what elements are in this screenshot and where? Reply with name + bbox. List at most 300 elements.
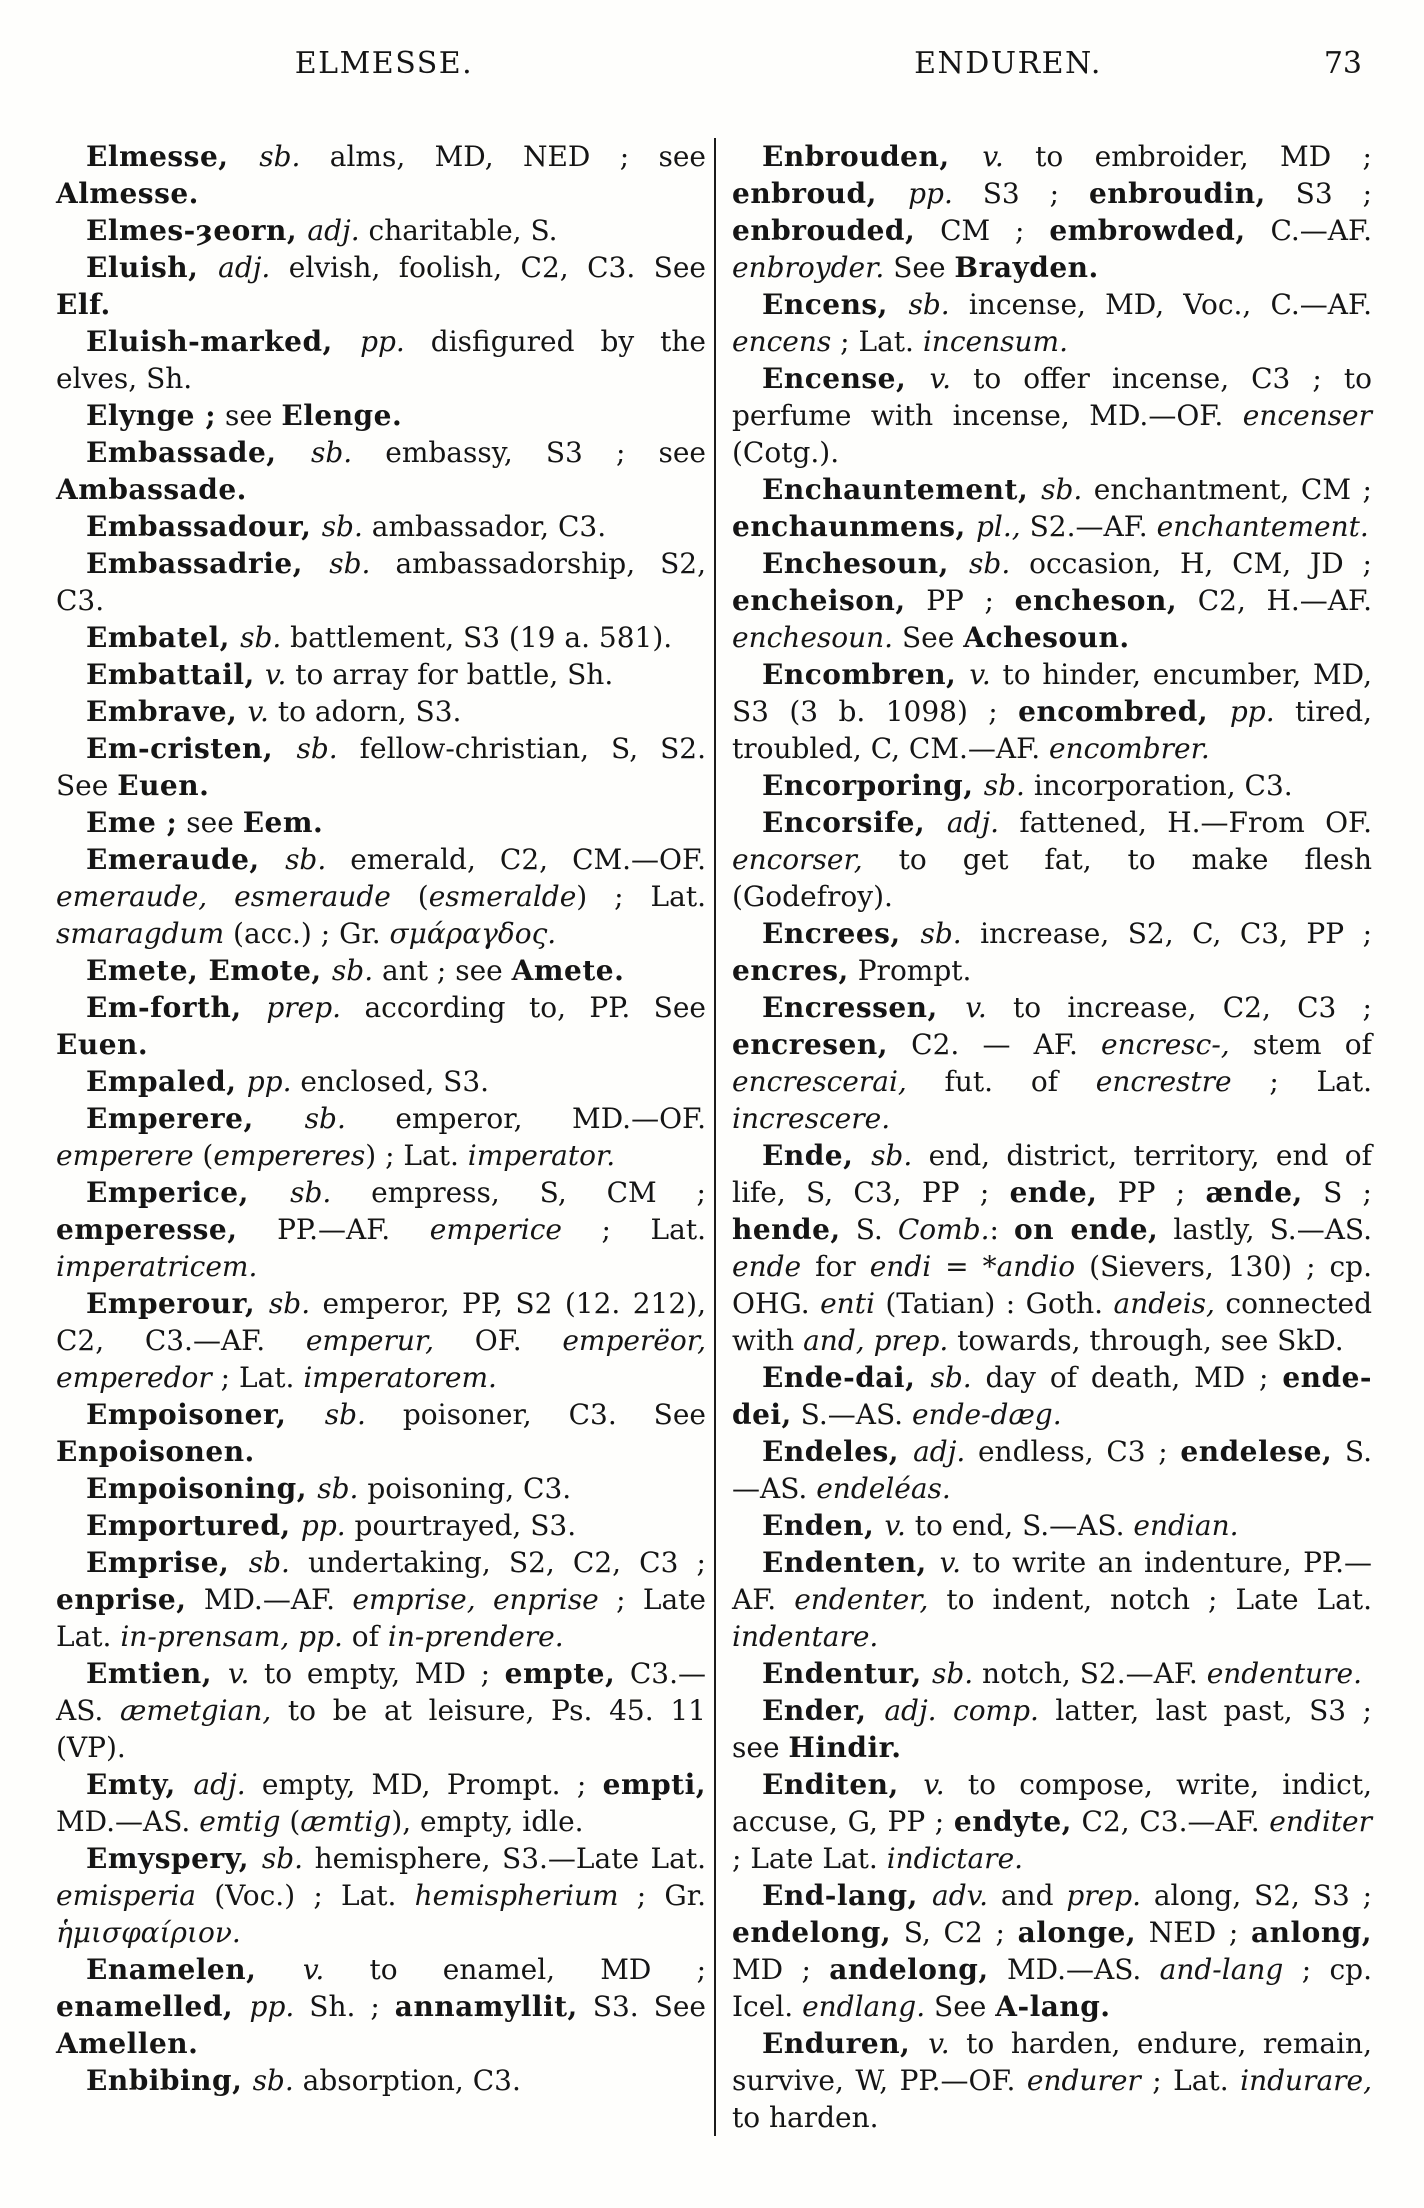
- grammar-label: sb.: [969, 547, 1011, 580]
- headword-text: Enchauntement,: [762, 473, 1042, 506]
- definition-text: ; Lat.: [211, 1361, 304, 1394]
- running-head-row: [56, 46, 1368, 88]
- grammar-label: pp.: [1229, 695, 1275, 728]
- headword-text: empte,: [504, 1657, 616, 1690]
- headword-text: enprise,: [56, 1583, 187, 1616]
- dictionary-entry: [732, 1766, 1372, 1877]
- definition-text: OF.: [434, 1324, 563, 1357]
- grammar-label: and,: [803, 1324, 865, 1357]
- definition-text: NED ;: [1136, 1916, 1251, 1949]
- definition-text: Prompt.: [848, 954, 972, 987]
- definition-text: ; Late Lat.: [56, 1583, 707, 1653]
- definition-text: and: [988, 1879, 1067, 1912]
- definition-text: to offer incense, C3 ; to perfume with incense, MD.—OF.: [732, 362, 1372, 432]
- definition-text: C2, C3.—AF.: [1071, 1805, 1270, 1838]
- grammar-label: enditer: [1269, 1805, 1372, 1838]
- definition-text: ), empty, idle.: [391, 1805, 584, 1838]
- grammar-label: v.: [923, 1768, 945, 1801]
- grammar-label: encresc-,: [1101, 1028, 1230, 1061]
- definition-text: ; Gr.: [618, 1879, 707, 1912]
- headword-text: Emportured,: [86, 1509, 301, 1542]
- grammar-label: andeis,: [1113, 1287, 1215, 1320]
- grammar-label: sb.: [930, 1361, 972, 1394]
- definition-text: alms, MD, NED ; see: [300, 140, 706, 173]
- dictionary-entry: [56, 1174, 706, 1285]
- right-column: [716, 138, 1372, 2136]
- grammar-label: encrestre: [1095, 1065, 1232, 1098]
- dictionary-entry: [56, 1100, 706, 1174]
- grammar-label: emperice: [429, 1213, 562, 1246]
- definition-text: to write an indenture, PP.—AF.: [732, 1546, 1372, 1616]
- dictionary-entry: [56, 1766, 706, 1840]
- headword-text: Ende-dai,: [762, 1361, 931, 1394]
- definition-text: empress, S, CM ;: [331, 1176, 706, 1209]
- headword-text: alonge,: [1017, 1916, 1137, 1949]
- grammar-label: endenter,: [794, 1583, 929, 1616]
- definition-text: emperor, PP, S2 (12. 212), C2, C3.—AF.: [56, 1287, 706, 1357]
- grammar-label: endenture.: [1206, 1657, 1362, 1690]
- definition-text: disfigured by the elves, Sh.: [56, 325, 707, 395]
- grammar-label: indurare,: [1240, 2064, 1372, 2097]
- headword-text: Elynge ;: [86, 399, 217, 432]
- dictionary-entry: [56, 249, 706, 323]
- grammar-label: indictare.: [886, 1842, 1024, 1875]
- definition-text: lastly, S.—AS.: [1158, 1213, 1373, 1246]
- headword-text: Ambassade.: [56, 473, 247, 506]
- definition-text: [289, 1620, 298, 1653]
- definition-text: (acc.) ; Gr.: [224, 917, 390, 950]
- definition-text: PP ;: [1097, 1176, 1206, 1209]
- definition-text: to harden.: [732, 2101, 879, 2134]
- definition-text: (: [390, 880, 429, 913]
- definition-text: increase, S2, C, C3, PP ;: [961, 917, 1372, 950]
- grammar-label: sb.: [285, 843, 327, 876]
- page-content: [56, 138, 1372, 2136]
- grammar-label: ende-dæg.: [911, 1398, 1062, 1431]
- definition-text: S3 ;: [1265, 177, 1372, 210]
- headword-text: Emperice,: [86, 1176, 291, 1209]
- definition-text: incense, MD, Voc., C.—AF.: [949, 288, 1372, 321]
- grammar-label: emperur,: [305, 1324, 435, 1357]
- headword-text: embrowded,: [1049, 214, 1246, 247]
- grammar-label: enti: [820, 1287, 875, 1320]
- definition-text: C2, H.—AF.: [1177, 584, 1372, 617]
- headword-text: Emprise,: [86, 1546, 249, 1579]
- definition-text: S3. See: [577, 1990, 706, 2023]
- dictionary-entry: [56, 804, 706, 841]
- headword-text: Eluish,: [86, 251, 219, 284]
- grammar-label: v.: [884, 1509, 906, 1542]
- headword-text: encombred,: [1018, 695, 1230, 728]
- grammar-label: sb.: [259, 140, 301, 173]
- grammar-label: in-prensam,: [120, 1620, 290, 1653]
- dictionary-entry: [732, 915, 1372, 989]
- grammar-label: sb.: [931, 1657, 974, 1690]
- definition-text: day of death, MD ;: [971, 1361, 1283, 1394]
- definition-text: absorption, C3.: [293, 2064, 521, 2097]
- definition-text: ) ; Lat.: [576, 880, 706, 913]
- definition-text: hemisphere, S3.—Late Lat.: [303, 1842, 706, 1875]
- grammar-label: encens: [732, 325, 832, 358]
- dictionary-entry: [56, 1507, 706, 1544]
- headword-text: Ende,: [762, 1139, 872, 1172]
- headword-text: Eme ;: [86, 806, 178, 839]
- headword-text: Em-forth,: [86, 991, 267, 1024]
- dictionary-entry: [56, 434, 706, 508]
- dictionary-entry: [732, 2025, 1372, 2136]
- headword-text: enbroud,: [732, 177, 909, 210]
- definition-text: to embroider, MD ;: [1003, 140, 1372, 173]
- grammar-label: adj.: [307, 214, 360, 247]
- definition-text: C3.—AS.: [56, 1657, 706, 1727]
- grammar-label: sb.: [321, 510, 363, 543]
- grammar-label: encenser: [1242, 399, 1372, 432]
- grammar-label: adj.: [913, 1435, 966, 1468]
- headword-text: anlong,: [1251, 1916, 1372, 1949]
- definition-text: S3 ;: [952, 177, 1089, 210]
- definition-text: to enamel, MD ;: [324, 1953, 706, 1986]
- grammar-label: endian.: [1133, 1509, 1239, 1542]
- headword-text: Ender,: [762, 1694, 885, 1727]
- definition-text: end, district, territory, end of life, S, C3, PP ;: [732, 1139, 1372, 1209]
- dictionary-entry: [732, 989, 1372, 1137]
- definition-text: charitable, S.: [359, 214, 558, 247]
- headword-text: Empoisoner,: [86, 1398, 325, 1431]
- headword-text: Emty,: [86, 1768, 194, 1801]
- definition-text: occasion, H, CM, JD ;: [1010, 547, 1372, 580]
- definition-text: C2. — AF.: [887, 1028, 1102, 1061]
- grammar-label: sb.: [908, 288, 950, 321]
- grammar-label: emperëor, emperedor: [56, 1324, 706, 1394]
- grammar-label: and-lang: [1159, 1953, 1284, 1986]
- headword-text: Enbibing,: [86, 2064, 253, 2097]
- headword-text: Embrave,: [86, 695, 248, 728]
- definition-text: MD.—AS.: [988, 1953, 1160, 1986]
- grammar-label: emprise, enprise: [352, 1583, 599, 1616]
- headword-text: Embassadour,: [86, 510, 322, 543]
- headword-text: Enpoisonen.: [56, 1435, 255, 1468]
- headword-text: Empaled,: [86, 1065, 247, 1098]
- headword-text: endelong,: [732, 1916, 892, 1949]
- grammar-label: sb.: [240, 621, 282, 654]
- dictionary-entry: [56, 1655, 706, 1766]
- definition-text: C.—AF.: [1245, 214, 1372, 247]
- grammar-label: prep.: [873, 1324, 949, 1357]
- definition-text: see: [216, 399, 282, 432]
- definition-text: S2.—AF.: [1020, 510, 1157, 543]
- definition-text: empty, MD, Prompt. ;: [245, 1768, 603, 1801]
- definition-text: ; Lat.: [561, 1213, 706, 1246]
- grammar-label: sb.: [261, 1842, 304, 1875]
- headword-text: Elmes-ȝeorn,: [86, 214, 308, 247]
- grammar-label: imperatorem.: [303, 1361, 497, 1394]
- definition-text: MD ;: [732, 1953, 830, 1986]
- definition-text: to array for battle, Sh.: [286, 658, 614, 691]
- grammar-label: prep.: [1066, 1879, 1142, 1912]
- dictionary-entry: [56, 212, 706, 249]
- definition-text: (Sievers, 130) ; cp. OHG.: [732, 1250, 1372, 1320]
- dictionary-entry: [732, 1507, 1372, 1544]
- headword-text: andelong,: [829, 1953, 989, 1986]
- definition-text: of: [342, 1620, 388, 1653]
- headword-text: hende,: [732, 1213, 841, 1246]
- dictionary-entry: [56, 397, 706, 434]
- definition-text: ambassador, C3.: [362, 510, 607, 543]
- headword-text: emperesse,: [56, 1213, 238, 1246]
- dictionary-entry: [56, 1544, 706, 1655]
- grammar-label: pp.: [249, 1990, 295, 2023]
- definition-text: to end, S.—AS.: [905, 1509, 1134, 1542]
- grammar-label: sb.: [296, 732, 338, 765]
- grammar-label: sb.: [1041, 473, 1083, 506]
- definition-text: S.: [840, 1213, 898, 1246]
- page-number: 73: [1323, 46, 1362, 81]
- grammar-label: enchantement.: [1156, 510, 1369, 543]
- dictionary-entry: [56, 656, 706, 693]
- definition-text: to be at leisure, Ps. 45. 11 (VP).: [56, 1694, 706, 1764]
- grammar-label: hemispherium: [414, 1879, 619, 1912]
- headword-text: Euen.: [56, 1028, 149, 1061]
- headword-text: Enduren,: [762, 2027, 929, 2060]
- headword-text: endelese,: [1180, 1435, 1333, 1468]
- grammar-label: adj.: [946, 806, 1000, 839]
- grammar-label: æmtig: [300, 1805, 392, 1838]
- grammar-label: emperere: [56, 1139, 194, 1172]
- grammar-label: pp.: [246, 1065, 292, 1098]
- definition-text: ; Lat.: [1231, 1065, 1372, 1098]
- grammar-label: ἡμισφαίριον.: [56, 1916, 241, 1949]
- definition-text: PP.—AF.: [237, 1213, 430, 1246]
- headword-text: Amete.: [511, 954, 625, 987]
- definition-text: to compose, write, indict, accuse, G, PP ;: [732, 1768, 1373, 1838]
- grammar-label: imperatricem.: [56, 1250, 258, 1283]
- headword-text: Endentur,: [762, 1657, 932, 1690]
- grammar-label: endeléas.: [816, 1472, 951, 1505]
- dictionary-entry: [56, 841, 706, 952]
- definition-text: see: [177, 806, 243, 839]
- grammar-label: encorser,: [732, 843, 863, 876]
- grammar-label: v.: [969, 658, 991, 691]
- headword-text: Endeles,: [762, 1435, 914, 1468]
- definition-text: (: [280, 1805, 301, 1838]
- definition-text: (: [193, 1139, 214, 1172]
- headword-text: Encombren,: [762, 658, 970, 691]
- dictionary-entry: [732, 1877, 1372, 2025]
- dictionary-entry: [56, 508, 706, 545]
- definition-text: See: [893, 621, 964, 654]
- definition-text: connected with: [732, 1287, 1372, 1357]
- dictionary-entry: [732, 767, 1372, 804]
- grammar-label: ende: [732, 1250, 802, 1283]
- definition-text: PP ;: [905, 584, 1015, 617]
- headword-text: encheison,: [732, 584, 906, 617]
- grammar-label: emisperia: [56, 1879, 196, 1912]
- headword-text: Hindir.: [788, 1731, 902, 1764]
- headword-text: Emperour,: [86, 1287, 269, 1320]
- headword-text: Encressen,: [762, 991, 966, 1024]
- definition-text: notch, S2.—AF.: [973, 1657, 1207, 1690]
- dictionary-entry: [56, 730, 706, 804]
- grammar-label: sb.: [248, 1546, 290, 1579]
- dictionary-entry: [56, 138, 706, 212]
- headword-text: enamelled,: [56, 1990, 250, 2023]
- dictionary-entry: [732, 1544, 1372, 1655]
- headword-text: Embatel,: [86, 621, 241, 654]
- dictionary-entry: [732, 656, 1372, 767]
- headword-text: Encorporing,: [762, 769, 984, 802]
- definition-text: fattened, H.—From OF.: [999, 806, 1372, 839]
- definition-text: ; Lat.: [831, 325, 923, 358]
- definition-text: MD.—AF.: [186, 1583, 353, 1616]
- headword-text: ænde,: [1205, 1176, 1303, 1209]
- headword-text: Enchesoun,: [762, 547, 970, 580]
- headword-text: Empoisoning,: [86, 1472, 318, 1505]
- grammar-label: sb.: [871, 1139, 913, 1172]
- definition-text: ) ; Lat.: [365, 1139, 468, 1172]
- dictionary-entry: [732, 1359, 1372, 1433]
- grammar-label: sb.: [310, 436, 353, 469]
- definition-text: emperor, MD.—OF.: [345, 1102, 706, 1135]
- definition-text: ; cp. Icel.: [732, 1953, 1372, 2023]
- headword-text: Encorsife,: [762, 806, 947, 839]
- definition-text: ant ; see: [373, 954, 512, 987]
- headword-text: Embassade,: [86, 436, 311, 469]
- headword-text: End-lang,: [762, 1879, 933, 1912]
- grammar-label: Comb.: [897, 1213, 990, 1246]
- grammar-label: v.: [302, 1953, 325, 1986]
- grammar-label: v.: [982, 140, 1004, 173]
- definition-text: See: [925, 1990, 996, 2023]
- headword-text: Emete, Emote,: [86, 954, 332, 987]
- definition-text: ambassadorship, S2, C3.: [56, 547, 706, 617]
- dictionary-entry: [56, 2062, 706, 2099]
- grammar-label: pp.: [300, 1509, 346, 1542]
- grammar-label: emtig: [199, 1805, 281, 1838]
- definition-text: according to, PP. See: [341, 991, 706, 1024]
- definition-text: ; Late Lat.: [732, 1842, 887, 1875]
- headword-text: Encense,: [762, 362, 930, 395]
- grammar-label: æmetgian,: [120, 1694, 272, 1727]
- headword-text: Enden,: [762, 1509, 885, 1542]
- grammar-label: esmeralde: [428, 880, 577, 913]
- grammar-label: v.: [939, 1546, 962, 1579]
- headword-text: Amellen.: [56, 2027, 199, 2060]
- definition-text: fellow-christian, S, S2. See: [56, 732, 706, 802]
- headword-text: Elf.: [56, 288, 111, 321]
- dictionary-entry: [56, 323, 706, 397]
- headword-text: Euen.: [117, 769, 210, 802]
- headword-text: Elmesse,: [86, 140, 260, 173]
- definition-text: (Tatian) : Goth.: [874, 1287, 1114, 1320]
- grammar-label: encrescerai,: [732, 1065, 907, 1098]
- grammar-label: encombrer.: [1049, 732, 1210, 765]
- headword-text: Eluish-marked,: [86, 325, 361, 358]
- headword-text: Emtien,: [86, 1657, 228, 1690]
- grammar-label: v.: [264, 658, 287, 691]
- running-head-right: ENDUREN.: [914, 46, 1102, 81]
- definition-text: emerald, C2, CM.—OF.: [326, 843, 706, 876]
- definition-text: to hinder, encumber, MD, S3 (3 b. 1098) ;: [732, 658, 1372, 728]
- definition-text: enclosed, S3.: [291, 1065, 490, 1098]
- grammar-label: in-prendere.: [387, 1620, 564, 1653]
- definition-text: S.—AS.: [732, 1435, 1372, 1505]
- headword-text: Brayden.: [954, 251, 1099, 284]
- headword-text: on ende,: [1014, 1213, 1159, 1246]
- definition-text: (Cotg.).: [732, 436, 840, 469]
- definition-text: Sh. ;: [294, 1990, 395, 2023]
- definition-text: (Voc.) ; Lat.: [195, 1879, 415, 1912]
- definition-text: S ;: [1302, 1176, 1372, 1209]
- grammar-label: imperator.: [467, 1139, 616, 1172]
- grammar-label: v.: [928, 2027, 950, 2060]
- dictionary-entry: [732, 1137, 1372, 1359]
- grammar-label: endlang.: [802, 1990, 926, 2023]
- definition-text: [865, 1324, 874, 1357]
- grammar-label: adj.: [193, 1768, 246, 1801]
- definition-text: to increase, C2, C3 ;: [986, 991, 1372, 1024]
- grammar-label: pl.,: [976, 510, 1021, 543]
- definition-text: along, S2, S3 ;: [1141, 1879, 1373, 1912]
- definition-text: to empty, MD ;: [249, 1657, 505, 1690]
- headword-text: Enditen,: [762, 1768, 924, 1801]
- definition-text: fut. of: [906, 1065, 1096, 1098]
- dictionary-entry: [56, 1396, 706, 1470]
- grammar-label: sb.: [920, 917, 962, 950]
- headword-text: A-lang.: [995, 1990, 1111, 2023]
- headword-text: Em-cristen,: [86, 732, 297, 765]
- dictionary-entry: [732, 1655, 1372, 1692]
- grammar-label: sb.: [252, 2064, 294, 2097]
- headword-text: annamyllit,: [394, 1990, 578, 2023]
- definition-text: poisoner, C3. See: [365, 1398, 707, 1431]
- dictionary-entry: [56, 989, 706, 1063]
- dictionary-entry: [732, 138, 1372, 286]
- definition-text: incorporation, C3.: [1024, 769, 1293, 802]
- definition-text: embassy, S3 ; see: [352, 436, 706, 469]
- dictionary-entry: [56, 545, 706, 619]
- grammar-label: v.: [247, 695, 269, 728]
- grammar-label: adj. comp.: [884, 1694, 1039, 1727]
- grammar-label: sb.: [331, 954, 374, 987]
- grammar-label: empereres: [213, 1139, 366, 1172]
- definition-text: to adorn, S3.: [268, 695, 462, 728]
- grammar-label: pp.: [298, 1620, 343, 1653]
- grammar-label: v.: [227, 1657, 250, 1690]
- definition-text: S.—AS.: [791, 1398, 912, 1431]
- grammar-label: v.: [929, 362, 952, 395]
- grammar-label: σμάραγδος.: [389, 917, 557, 950]
- headword-text: Embattail,: [86, 658, 265, 691]
- headword-text: empti,: [602, 1768, 706, 1801]
- headword-text: ende,: [1009, 1176, 1098, 1209]
- headword-text: Encens,: [762, 288, 909, 321]
- definition-text: MD.—AS.: [56, 1805, 200, 1838]
- headword-text: Embassadrie,: [86, 547, 330, 580]
- definition-text: towards, through, see SkD.: [948, 1324, 1344, 1357]
- headword-text: Eem.: [242, 806, 324, 839]
- dictionary-entry: [56, 1285, 706, 1396]
- definition-text: endless, C3 ;: [965, 1435, 1181, 1468]
- dictionary-entry: [56, 619, 706, 656]
- grammar-label: enbroyder.: [732, 251, 885, 284]
- headword-text: Achesoun.: [963, 621, 1130, 654]
- definition-text: See: [884, 251, 955, 284]
- left-column: [56, 138, 706, 2136]
- headword-text: Enamelen,: [86, 1953, 303, 1986]
- headword-text: Emeraude,: [86, 843, 286, 876]
- grammar-label: prep.: [266, 991, 342, 1024]
- headword-text: enchaunmens,: [732, 510, 976, 543]
